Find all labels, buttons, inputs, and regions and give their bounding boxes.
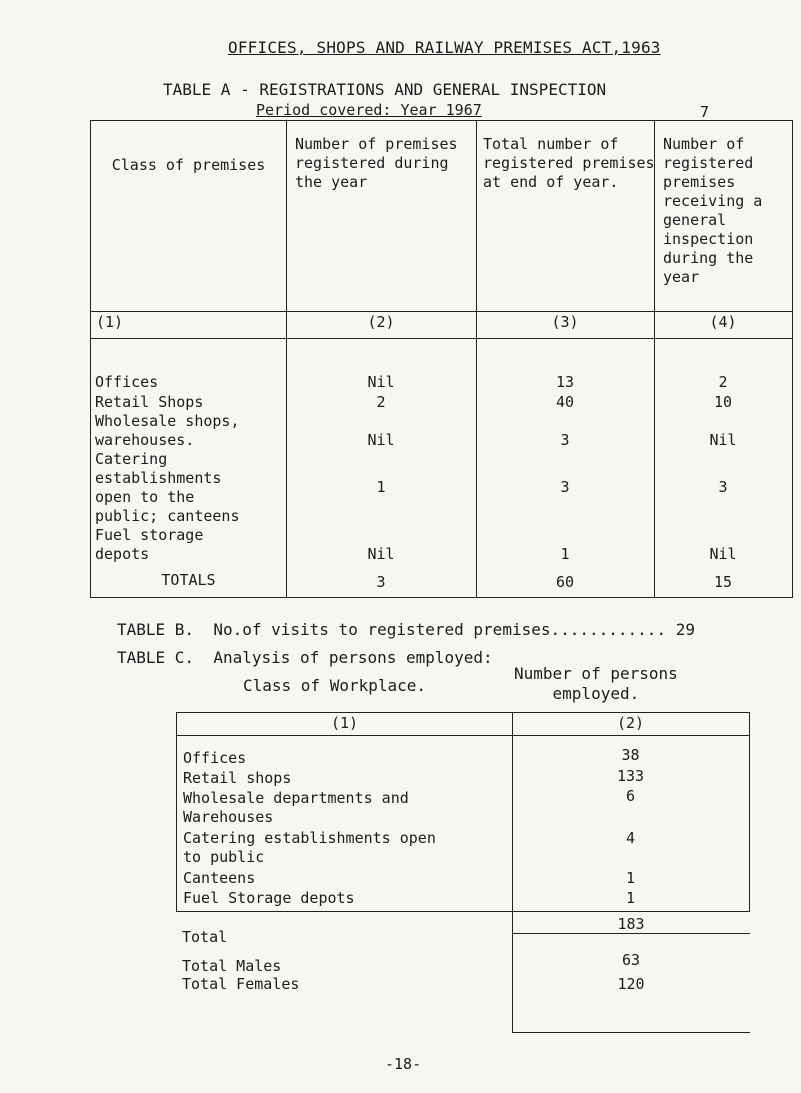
row-inspected: Nil [709,545,737,563]
row-count: 4 [625,829,636,847]
margin-mark: 7 [700,103,710,121]
row-registered: Nil [367,373,395,391]
table-b [117,620,695,639]
col-number-2: (2) [616,714,645,732]
totals-total: 60 [555,573,575,591]
row-total: 3 [560,478,570,496]
row-class: Wholesale departments and Warehouses [183,789,409,826]
row-count: 6 [625,787,636,805]
row-count: 1 [625,889,636,907]
row-total: 3 [560,431,570,449]
row-class: Wholesale shops, warehouses. [95,412,240,449]
males-value: 63 [621,951,641,969]
row-inspected: 10 [713,393,733,411]
table-c-heading [117,648,493,667]
table-a [90,120,793,598]
row-inspected: 3 [718,478,728,496]
table-c [176,712,750,912]
row-count: 1 [625,869,636,887]
total-label: Total [182,928,228,946]
row-total: 13 [555,373,575,391]
table-b-label: TABLE B. [117,620,195,639]
header-registered-during-year: Number of premises registered during the year [295,135,458,191]
row-count: 38 [621,746,640,764]
row-class: Offices [95,373,159,391]
col-number-2: (2) [367,313,395,331]
row-registered: Nil [367,545,395,563]
period-covered: Period covered: Year 1967 [256,101,482,119]
row-count: 133 [616,767,645,785]
table-b-text: No.of visits to registered premises............ 29 [213,620,695,639]
row-total: 1 [560,545,570,563]
row-class: Fuel Storage depots [183,889,355,907]
row-registered: 2 [376,393,386,411]
row-class: Offices [183,749,247,767]
row-class: Canteens [183,869,256,887]
header-total-registered: Total number of registered premises at end of year. [483,135,655,191]
page-number: -18- [385,1055,422,1073]
header-class-of-premises: Class of premises [111,156,266,174]
col-number-1: (1) [96,313,124,331]
total-value: 183 [617,915,645,933]
col-number-1: (1) [330,714,359,732]
totals-label: TOTALS [161,571,216,589]
row-class: Fuel storage depots [95,526,204,563]
row-inspected: Nil [709,431,737,449]
table-a-title: TABLE A - REGISTRATIONS AND GENERAL INSPECTION [163,80,607,99]
col-number-4: (4) [709,313,737,331]
row-class: Retail shops [183,769,292,787]
males-label: Total Males [182,957,282,975]
row-inspected: 2 [718,373,728,391]
females-label: Total Females [182,975,300,993]
totals-inspected: 15 [713,573,733,591]
totals-registered: 3 [376,573,386,591]
row-registered: 1 [376,478,386,496]
table-c-label: TABLE C. [117,648,195,667]
col-number-3: (3) [551,313,579,331]
table-c-title: Analysis of persons employed: [213,648,493,667]
row-class: Retail Shops [95,393,204,411]
row-registered: Nil [367,431,395,449]
row-class: Catering establishments open to the public; canteens [95,450,240,525]
document-heading: OFFICES, SHOPS AND RAILWAY PREMISES ACT,1963 [228,38,661,57]
header-class-of-workplace: Class of Workplace. [243,676,427,695]
header-number-employed: Number of persons employed. [514,664,678,703]
header-general-inspection: Number of registered premises receiving a general inspection during the year [663,135,763,286]
females-value: 120 [617,975,645,993]
row-total: 40 [555,393,575,411]
row-class: Catering establishments open to public [183,829,436,866]
